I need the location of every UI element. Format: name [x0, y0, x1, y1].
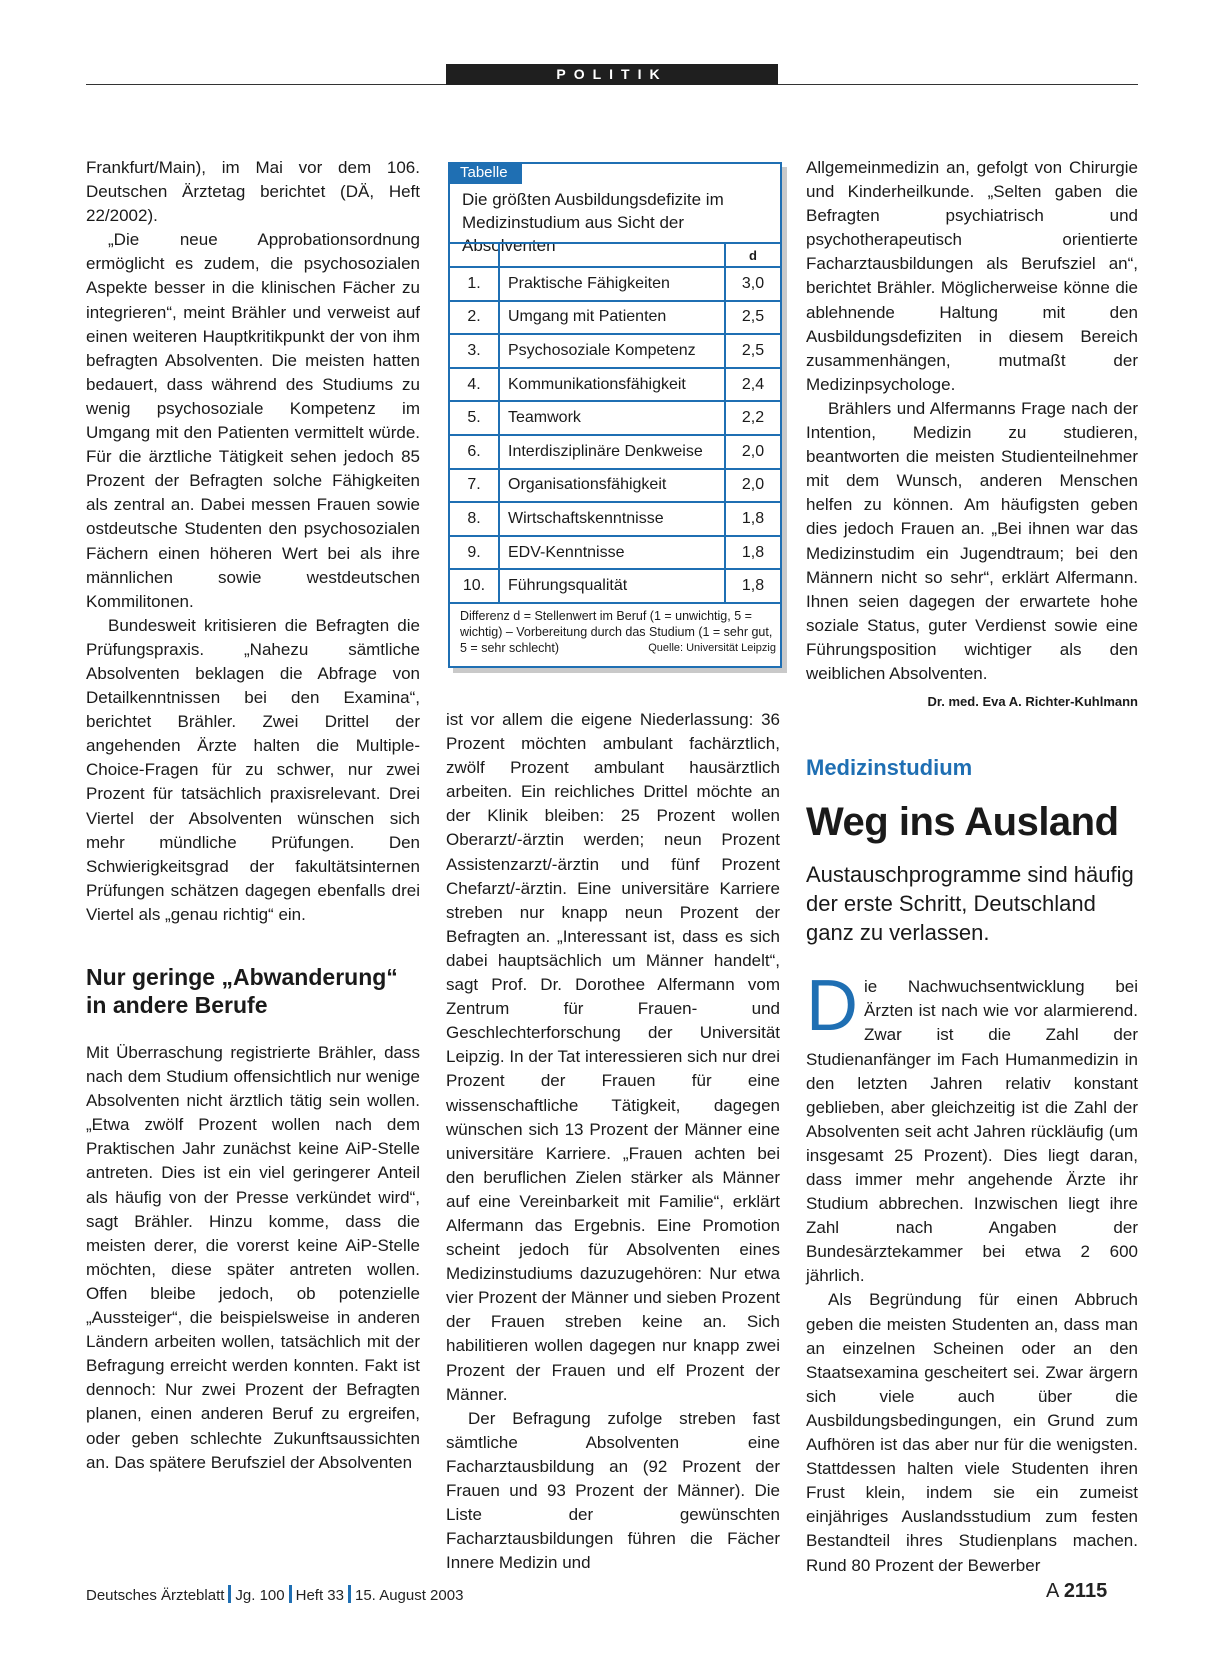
paragraph: Bundesweit kritisieren die Befragten die Prüfungspraxis. „Nahezu sämtliche Absolventen beklagen die Abfrage von Detailkenntnissen bei den Examina“, berichtet Brähler. Zwei Drittel der angehenden Ärzte halten die Multiple-Choice-Fragen für zu schwer, nur zwei Prozent für tatsächlich praxisrelevant. Drei Viertel der Absolventen wünschen sich mehr mündliche Prüfungen. Den Schwierigkeitsgrad der fakultätsinternen Prüfungen schätzen dagegen ebenfalls drei Viertel als „genau richtig“ ein. [86, 615, 420, 924]
table-row: 4. Kommunikationsfähigkeit 2,4 [450, 368, 780, 402]
table-row: 10. Führungsqualität 1,8 [450, 569, 780, 603]
volume: Jg. 100 [235, 1587, 285, 1604]
footnote-text: Differenz d = Stellenwert im Beruf (1 = unwichtig, 5 = wichtig) – Vorbereitung durch das Studium (1 = sehr gut, 5 = sehr schlecht) [460, 609, 773, 655]
lead-paragraph: Die Nachwuchsentwicklung bei Ärzten ist nach wie vor alarmierend. Zwar ist die Zahl der Studienanfänger im Fach Humanmedizin in den letzten Jahren relativ konstant geblieben, aber gleichzeitig ist die Zahl der Absolventen seit acht Jahren rückläufig (um insgesamt 25 Prozent). Dies liegt daran, dass immer mehr angehende Ärzte ihr Studium abbrechen. Inzwischen liegt ihre Zahl nach Angaben der Bundesärztekammer bei etwa 2 600 jährlich. [806, 966, 1138, 1286]
table-row: 9. EDV-Kenntnisse 1,8 [450, 536, 780, 570]
issue: Heft 33 [295, 1587, 344, 1604]
article-headline: Weg ins Ausland [806, 800, 1119, 845]
table-grid [450, 242, 780, 604]
separator [348, 1585, 351, 1603]
issue-date: 15. August 2003 [355, 1587, 464, 1604]
table-row: 2. Umgang mit Patienten 2,5 [450, 301, 780, 335]
article-rubric: Medizinstudium [806, 755, 973, 781]
paragraph: Allgemeinmedizin an, gefolgt von Chirurgie und Kinderheilkunde. „Selten gaben die Befragten psychiatrisch und psychotherapeutisch orientierte Facharztausbildungen als Berufsziel an“, berichtet Brähler. Möglicherweise könne die ablehnende Haltung mit den Ausbildungsdefiziten in diesem Bereich zusammenhängen, mutmaßt der Medizinpsychologe. [806, 158, 1138, 394]
table-row: 8. Wirtschaftskenntnisse 1,8 [450, 502, 780, 536]
paragraph: Brählers und Alfermanns Frage nach der Intention, Medizin zu studieren, beantworten die meisten Studienteilnehmer mit dem Wunsch, anderen Menschen helfen zu können. Am häufigsten geben dies jedoch Frauen an. „Bei ihnen war das Medizinstudim ein Jugendtraum; bei den Männern nicht so sehr“, erklärt Alfermann. Ihnen seien dagegen der erwartete hohe soziale Status, guter Verdienst sowie eine Führungsposition wichtiger als den weiblichen Absolventen. Dr. med. Eva A. Richter-Kuhlmann [806, 397, 1138, 686]
column-3 [806, 156, 1138, 1578]
separator [289, 1585, 292, 1603]
column-2 [446, 708, 780, 1575]
footer [86, 1585, 463, 1604]
table-row: 3. Psychosoziale Kompetenz 2,5 [450, 334, 780, 368]
table-header-row [450, 243, 780, 267]
table-row: 1. Praktische Fähigkeiten 3,0 [450, 267, 780, 301]
paragraph: Der Befragung zufolge streben fast sämtliche Absolventen eine Facharztausbildung an (92 Prozent der Frauen und 93 Prozent der Männer). Die Liste der gewünschten Facharztausbildungen führen die Fächer Innere Medizin und [446, 1408, 780, 1573]
separator [228, 1585, 231, 1603]
paragraph: Als Begründung für einen Abbruch geben die meisten Studenten an, dass man an einzelnen Scheinen oder an den Staatsexamina gescheitert sei. Zwar ärgern sich viele auch über die Ausbildungsbedingungen, ein Grund zum Aufhören ist das aber nur für die wenigsten. Stattdessen halten viele Studenten ihren Frust klein, indem sie ein zumeist einjähriges Auslandsstudium zum festen Bestandteil ihres Studienplans machen. Rund 80 Prozent der Bewerber [806, 1290, 1138, 1575]
table-title: Die größten Ausbildungsdefizite im Medizinstudium aus Sicht der Absolventen [462, 190, 724, 255]
subheading: Nur geringe „Abwanderung“ in andere Berufe [86, 964, 398, 1018]
paragraph: „Die neue Approbationsordnung ermöglicht es zudem, die psychosozialen Aspekte besser in die klinischen Fächer zu integrieren“, meint Brähler und verweist auf einen weiteren Hauptkritikpunkt der von ihm befragten Absolventen. Die meisten hatten bedauert, dass während des Studiums zu wenig psychosoziale Kompetenz im Umgang mit den Patienten vermittelt würde. Für die ärztliche Tätigkeit sehen jedoch 85 Prozent der Befragten solche Fähigkeiten als zentral an. Dabei messen Frauen sowie ostdeutsche Studenten den psychosozialen Fächern einen höheren Wert bei als ihre männlichen sowie westdeutschen Kommilitonen. [86, 230, 420, 611]
defizite-table [448, 162, 782, 668]
table-row: 7. Organisationsfähigkeit 2,0 [450, 469, 780, 503]
column-1 [86, 156, 420, 1475]
article-deck: Austauschprogramme sind häufig der erste Schritt, Deutschland ganz zu verlassen. [806, 862, 1134, 946]
page-number: A 2115 [1046, 1580, 1108, 1602]
byline: Dr. med. Eva A. Richter-Kuhlmann [927, 694, 1138, 710]
paragraph: Frankfurt/Main), im Mai vor dem 106. Deutschen Ärztetag berichtet (DÄ, Heft 22/2002). [86, 158, 420, 226]
paragraph: Mit Überraschung registrierte Brähler, dass nach dem Studium offensichtlich nur wenige Absolventen nicht ärztlich tätig sein wollen. „Etwa zwölf Prozent wollen nach dem Praktischen Jahr zunächst keine AiP-Stelle antreten. Dies ist ein viel geringerer Anteil als häufig von der Presse verkündet wird“, sagt Brähler. Hinzu komme, dass die meisten derer, die vorerst keine AiP-Stelle möchten, diese später antreten wollen. Offen bleibe jedoch, ob potenzielle „Aussteiger“, die beispielsweise in anderen Ländern arbeiten wollen, tatsächlich mit der Befragung erreicht werden konnten. Fakt ist dennoch: Nur zwei Prozent der Befragten planen, einen anderen Beruf zu ergreifen, oder geben schlechte Zukunftsaussichten an. Das spätere Berufsziel der Absolventen [86, 1043, 420, 1472]
paragraph: ist vor allem die eigene Niederlassung: 36 Prozent möchten ambulant fachärztlich, zwölf Prozent ambulant hausärztlich arbeiten. Ein reichliches Drittel möchte an der Klinik bleiben: 25 Prozent wollen Oberarzt/-ärztin werden; neun Prozent Assistenzarzt/-ärztin und fünf Prozent Chefarzt/-ärztin. Eine universitäre Karriere streben nur knapp neun Prozent der Befragten an. „Interessant ist, dass es sich dabei hauptsächlich um Männer handelt“, sagt Prof. Dr. Dorothee Alfermann vom Zentrum für Frauen- und Geschlechterforschung der Universität Leipzig. In der Tat interessieren sich nur drei Prozent der Frauen für eine wissenschaftliche Tätigkeit, dagegen wünschen sich 13 Prozent der Männer eine universitäre Karriere. „Frauen achten bei den beruflichen Zielen stärker als Männer auf eine Vereinbarkeit mit Familie“, erklärt Alfermann das Ergebnis. Eine Promotion scheint jedoch für Absolventen eines Medizinstudiums dazuzugehören: Nur etwa vier Prozent der Männer und sieben Prozent der Frauen streben keine an. Sich habilitieren wollen dagegen nur knapp zwei Prozent der Frauen und elf Prozent der Männer. [446, 710, 780, 1404]
table-row: 5. Teamwork 2,2 [450, 401, 780, 435]
table-source: Quelle: Universität Leipzig [648, 642, 776, 654]
table-footnote [460, 608, 776, 656]
dropcap: D [806, 966, 858, 1047]
table-label: Tabelle [448, 162, 522, 184]
column-header-d: d [725, 243, 780, 267]
journal-name: Deutsches Ärzteblatt [86, 1587, 225, 1604]
table-row: 6. Interdisziplinäre Denkweise 2,0 [450, 435, 780, 469]
section-label: POLITIK [446, 64, 778, 85]
